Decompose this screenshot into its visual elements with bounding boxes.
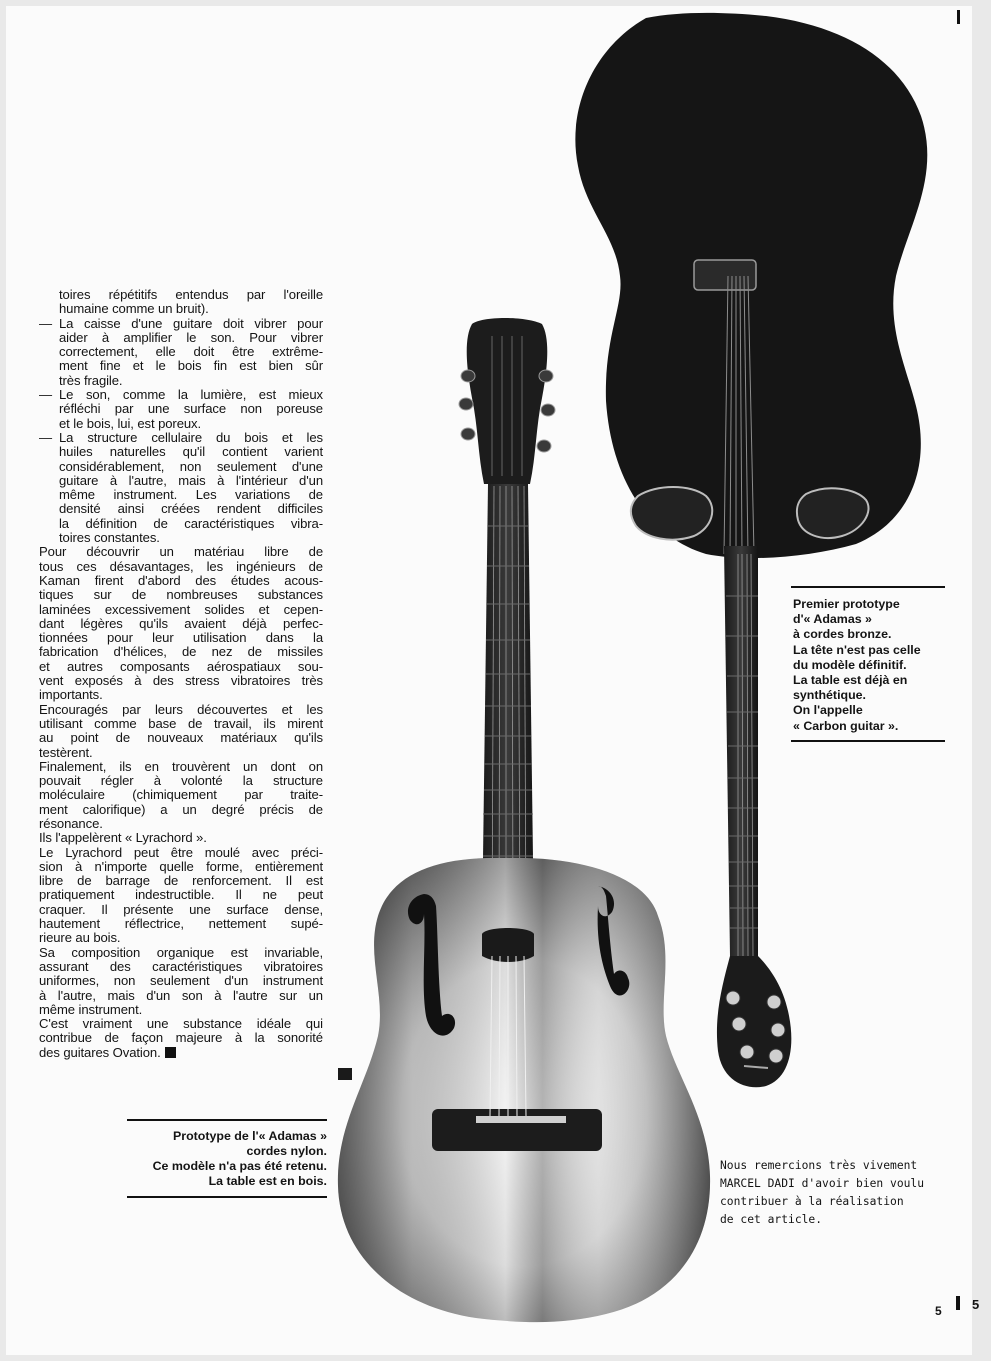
article-line <box>39 774 323 788</box>
article-line <box>39 617 323 631</box>
page-number: 5 <box>935 1304 942 1318</box>
article-line-text: résonance. <box>39 815 103 831</box>
article-line <box>39 746 323 760</box>
article-line <box>39 288 323 302</box>
article-line <box>39 588 323 602</box>
article-line-text: moléculaire (chimiquement par traite- <box>39 787 323 803</box>
article-line <box>39 560 323 574</box>
article-line <box>39 531 323 545</box>
article-line-text: sion à n'importe quelle forme, entièrement <box>39 858 323 874</box>
article-line-text: pouvait régler à volonté la structure <box>39 773 323 789</box>
article-line <box>39 331 323 345</box>
acknowledgement-line: Nous remercions très vivement <box>720 1159 918 1172</box>
article-line <box>39 374 323 388</box>
article-line-text: Encouragés par leurs découvertes et les <box>39 701 323 717</box>
article-line <box>39 688 323 702</box>
list-dash: — <box>39 429 52 445</box>
article-line <box>39 474 323 488</box>
article-line <box>39 302 323 316</box>
article-line <box>39 717 323 731</box>
article-line-text: rieure au bois. <box>39 930 121 946</box>
acknowledgement-note <box>720 1157 970 1229</box>
article-line-text: craquer. Il présente une surface dense, <box>39 901 323 917</box>
caption-line: à cordes bronze. <box>793 627 892 642</box>
article-line-text: utilisant comme base de travail, ils mirent <box>39 715 323 731</box>
list-dash: — <box>39 387 52 403</box>
article-line <box>39 831 323 845</box>
article-line-text: ment calorifique) a un degré précis de <box>39 801 323 817</box>
acknowledgement-line: de cet article. <box>720 1213 823 1226</box>
article-line-text: fabrication d'hélices, de nez de missiles <box>39 644 323 660</box>
caption-line: Premier prototype <box>793 597 900 611</box>
magazine-page <box>6 6 980 1355</box>
article-line-text: humaine comme un bruit). <box>59 301 209 317</box>
caption-line: Ce modèle n'a pas été retenu. <box>152 1159 327 1173</box>
article-line-text: guitare à l'autre, mais à l'intérieur d'un <box>59 472 323 488</box>
article-line <box>39 803 323 817</box>
article-line-text: la définition de caractéristiques vibra- <box>59 515 323 531</box>
edge-page-digit: 5 <box>972 1297 980 1312</box>
article-line <box>39 1031 323 1045</box>
article-line-text: ment fine et le bois fin est bien sûr <box>59 358 323 374</box>
article-line-text: laminées excessivement solides et cepen- <box>39 601 323 617</box>
article-line <box>39 788 323 802</box>
caption-line: « Carbon guitar ». <box>793 718 899 733</box>
article-line <box>39 974 323 988</box>
article-line-text: tous ces désavantages, les ingénieurs de <box>39 558 323 574</box>
article-line <box>39 574 323 588</box>
article-line-text: densité ainsi créées rendent difficiles <box>59 501 323 517</box>
end-of-article-square-icon <box>165 1047 176 1058</box>
article-line <box>39 703 323 717</box>
article-line-text: Finalement, ils en trouvèrent un dont on <box>39 758 323 774</box>
article-line <box>39 946 323 960</box>
article-line-text: des guitares Ovation. <box>39 1044 161 1060</box>
article-line <box>39 1003 323 1017</box>
article-line-text: hautement réflectrice, nettement supé- <box>39 916 323 932</box>
article-line <box>39 502 323 516</box>
article-line <box>39 760 323 774</box>
article-line-text: Le Lyrachord peut être moulé avec préci- <box>39 844 323 860</box>
article-body-text <box>39 288 323 1060</box>
list-dash: — <box>39 315 52 331</box>
article-line <box>39 517 323 531</box>
article-line-text: Le son, comme la lumière, est mieux <box>59 387 323 403</box>
crop-mark-top <box>957 10 960 24</box>
caption-line: cordes nylon. <box>246 1144 327 1158</box>
article-line-text: toires répétitifs entendus par l'oreille <box>59 287 323 302</box>
article-line <box>39 660 323 674</box>
article-line <box>39 960 323 974</box>
article-line <box>39 445 323 459</box>
article-line <box>39 645 323 659</box>
article-line <box>39 545 323 559</box>
article-line <box>39 917 323 931</box>
article-line-text: libre de barrage de renforcement. Il est <box>39 873 323 889</box>
article-line-text: contribue de façon majeure à la sonorité <box>39 1030 323 1046</box>
article-line-text: vent exposés à des stress vibratoires très <box>39 673 323 689</box>
caption-line: On l'appelle <box>793 703 863 718</box>
article-line-text: au point de nouveaux matériaux qu'ils <box>39 730 323 746</box>
article-line-text: même instrument. Les variations de <box>59 487 323 503</box>
crop-mark-bottom <box>956 1296 960 1310</box>
article-line <box>39 488 323 502</box>
article-line <box>39 631 323 645</box>
article-line-text: assurant des caractéristiques vibratoires <box>39 958 323 974</box>
article-line-text: considérablement, non seulement d'une <box>59 458 323 474</box>
article-line-text: dant légères qu'ils avaient déjà perfec- <box>39 615 323 631</box>
article-line <box>39 359 323 373</box>
article-line-text: huiles naturelles qu'il contient varient <box>59 444 323 460</box>
article-line-text: Pour découvrir un matériau libre de <box>39 544 323 560</box>
article-line-text: importants. <box>39 687 103 703</box>
article-line <box>39 903 323 917</box>
article-line <box>39 989 323 1003</box>
article-line <box>39 874 323 888</box>
article-line-text: et le bois, lui, est poreux. <box>59 415 202 431</box>
article-line <box>39 345 323 359</box>
article-line <box>39 431 323 445</box>
article-line-text: testèrent. <box>39 744 93 760</box>
article-line-text: uniformes, non seulement d'un instrument <box>39 973 323 989</box>
article-line <box>39 846 323 860</box>
caption-line: La tête n'est pas celle <box>793 642 921 657</box>
article-line-text: et autres composants aérospatiaux sou- <box>39 658 323 674</box>
article-line-text: Kaman firent d'abord des études acous- <box>39 572 323 588</box>
article-line-text: aider à amplifier le son. Pour vibrer <box>59 329 323 345</box>
caption-line: du modèle définitif. <box>793 657 907 672</box>
article-line-text: toires constantes. <box>59 530 160 546</box>
article-line <box>39 317 323 331</box>
article-line-text: Ils l'appelèrent « Lyrachord ». <box>39 830 207 846</box>
article-line <box>39 402 323 416</box>
article-line-text: pratiquement indestructible. Il ne peut <box>39 887 323 903</box>
article-line-text: même instrument. <box>39 1001 143 1017</box>
caption-line: La table est déjà en <box>793 673 908 688</box>
article-line <box>39 931 323 945</box>
article-line <box>39 603 323 617</box>
article-line-text: correctement, elle doit être extrême- <box>59 344 323 360</box>
caption-line: Prototype de l'« Adamas » <box>173 1129 327 1143</box>
acknowledgement-line: contribuer à la réalisation <box>720 1195 904 1208</box>
article-line-text: La caisse d'une guitare doit vibrer pour <box>59 315 323 331</box>
article-line-text: La structure cellulaire du bois et les <box>59 429 323 445</box>
article-line-text: réfléchi par une surface non poreuse <box>59 401 323 417</box>
caption-line: synthétique. <box>793 688 866 703</box>
article-line-text: tionnées pour leur utilisation dans la <box>39 630 323 646</box>
article-line-text: Sa composition organique est invariable, <box>39 944 323 960</box>
article-line <box>39 817 323 831</box>
article-line <box>39 417 323 431</box>
caption-adamas-nylon <box>127 1119 327 1198</box>
caption-carbon-guitar <box>791 586 945 742</box>
article-line <box>39 860 323 874</box>
caption-line: d'« Adamas » <box>793 612 872 627</box>
article-line-text: à l'autre, mais d'un son à l'autre sur un <box>39 987 323 1003</box>
article-line-text: C'est vraiment une substance idéale qui <box>39 1016 323 1032</box>
article-line <box>39 1017 323 1031</box>
article-line <box>39 731 323 745</box>
article-line <box>39 674 323 688</box>
acknowledgement-line: MARCEL DADI d'avoir bien voulu <box>720 1177 925 1190</box>
article-line <box>39 1046 323 1060</box>
article-line-text: tiques sur de nombreuses substances <box>39 587 323 603</box>
article-line <box>39 460 323 474</box>
article-line <box>39 888 323 902</box>
article-line-text: très fragile. <box>59 372 123 388</box>
article-line <box>39 388 323 402</box>
caption-line: La table est en bois. <box>208 1174 327 1188</box>
